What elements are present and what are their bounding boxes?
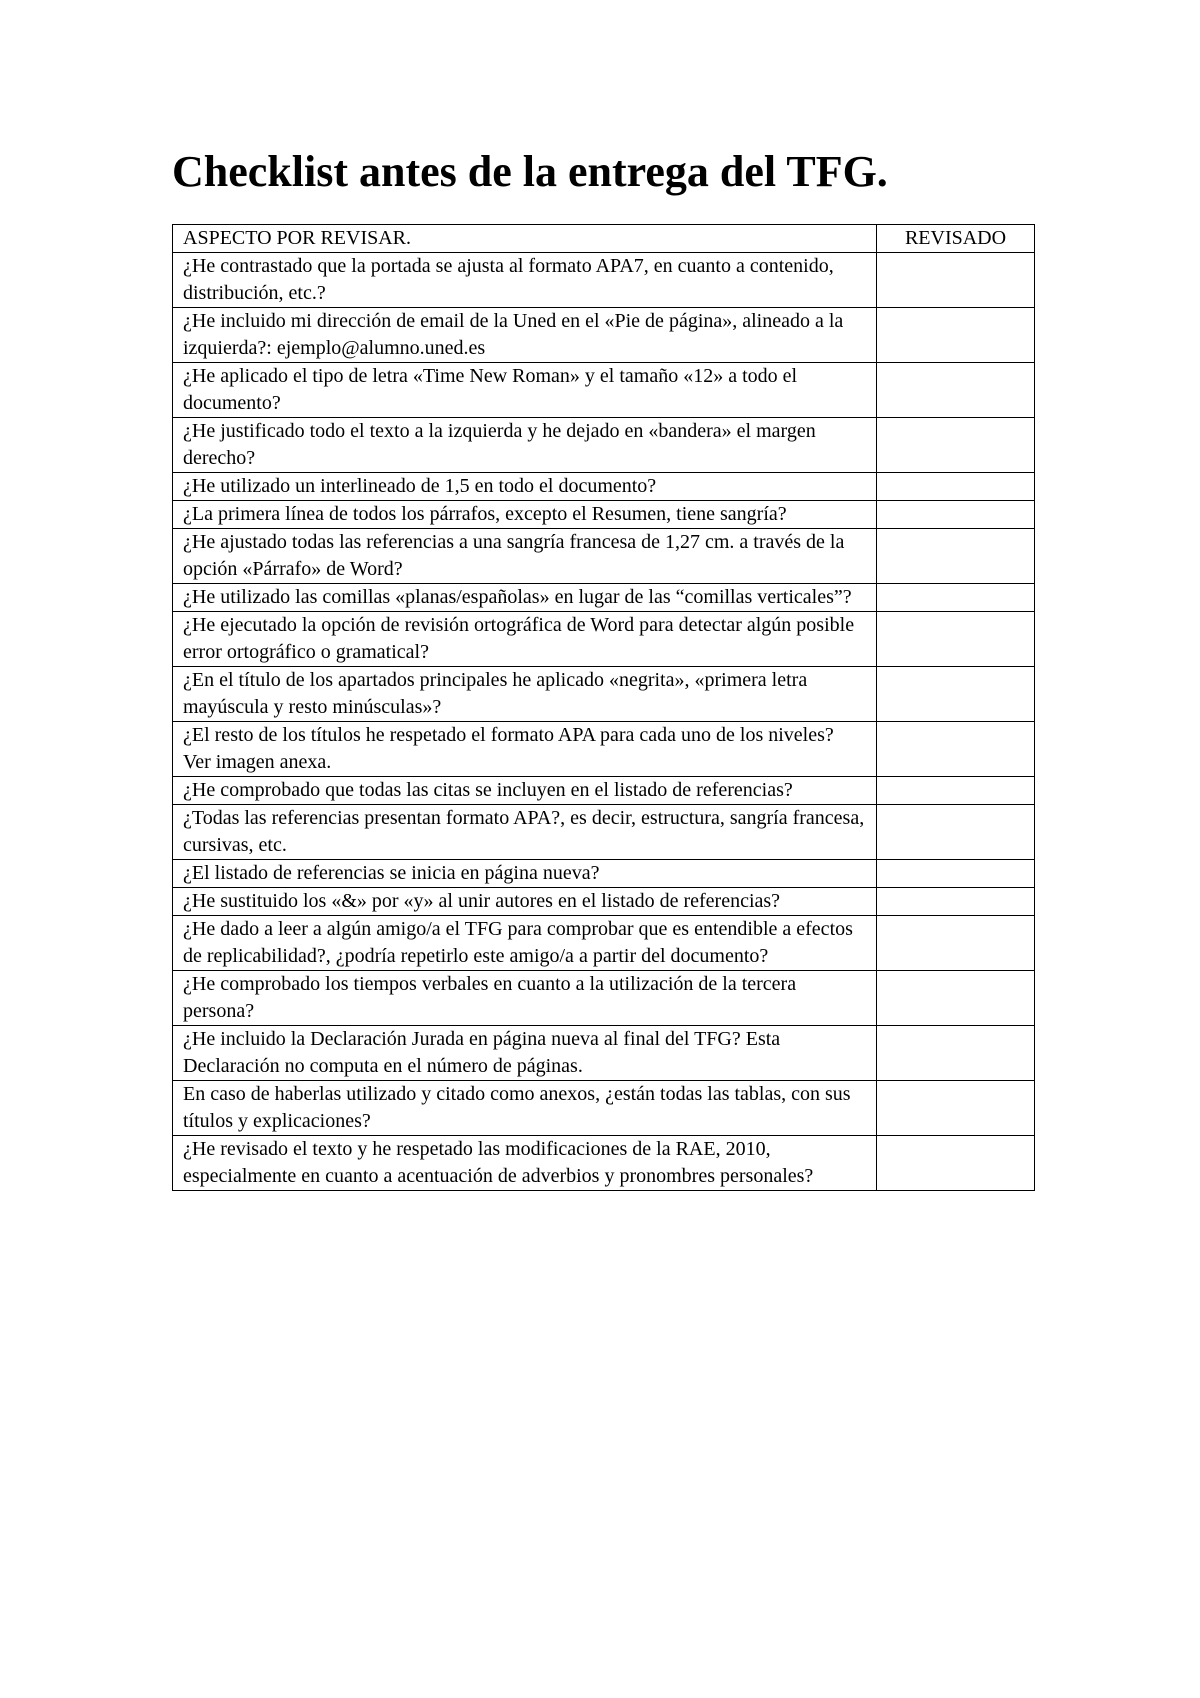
- table-row: [173, 418, 1035, 473]
- checked-cell: [877, 473, 1035, 501]
- checked-cell: [877, 1026, 1035, 1081]
- checklist-item-text: ¿He aplicado el tipo de letra «Time New Roman» y el tamaño «12» a todo el documento?: [173, 363, 877, 418]
- table-row: [173, 860, 1035, 888]
- checklist-item-text: ¿He ajustado todas las referencias a una sangría francesa de 1,27 cm. a través de la opción «Párrafo» de Word?: [173, 529, 877, 584]
- table-header-row: [173, 225, 1035, 253]
- header-checked: REVISADO: [877, 225, 1035, 253]
- table-row: [173, 363, 1035, 418]
- table-row: [173, 473, 1035, 501]
- table-row: [173, 916, 1035, 971]
- table-row: [173, 777, 1035, 805]
- table-row: [173, 722, 1035, 777]
- checklist-item-text: ¿He comprobado que todas las citas se incluyen en el listado de referencias?: [173, 777, 877, 805]
- checklist-item-text: En caso de haberlas utilizado y citado como anexos, ¿están todas las tablas, con sus títulos y explicaciones?: [173, 1081, 877, 1136]
- document-title: Checklist antes de la entrega del TFG.: [172, 147, 888, 196]
- checked-cell: [877, 308, 1035, 363]
- table-row: [173, 612, 1035, 667]
- checked-cell: [877, 584, 1035, 612]
- checklist-item-text: ¿La primera línea de todos los párrafos, excepto el Resumen, tiene sangría?: [173, 501, 877, 529]
- header-aspect: ASPECTO POR REVISAR.: [173, 225, 877, 253]
- checked-cell: [877, 1136, 1035, 1191]
- checked-cell: [877, 667, 1035, 722]
- checklist-item-text: ¿He ejecutado la opción de revisión ortográfica de Word para detectar algún posible error ortográfico o gramatical?: [173, 612, 877, 667]
- checked-cell: [877, 860, 1035, 888]
- table-row: [173, 308, 1035, 363]
- checklist-item-text: ¿He comprobado los tiempos verbales en cuanto a la utilización de la tercera persona?: [173, 971, 877, 1026]
- checklist-item-text: ¿El resto de los títulos he respetado el formato APA para cada uno de los niveles? Ver imagen anexa.: [173, 722, 877, 777]
- checklist-item-text: ¿He utilizado un interlineado de 1,5 en todo el documento?: [173, 473, 877, 501]
- checklist-item-text: ¿He revisado el texto y he respetado las modificaciones de la RAE, 2010, especialmente en cuanto a acentuación de adverbios y pronombres personales?: [173, 1136, 877, 1191]
- checklist-item-text: ¿He incluido mi dirección de email de la Uned en el «Pie de página», alineado a la izquierda?: ejemplo@alumno.uned.es: [173, 308, 877, 363]
- checked-cell: [877, 501, 1035, 529]
- checked-cell: [877, 1081, 1035, 1136]
- checklist-item-text: ¿He dado a leer a algún amigo/a el TFG para comprobar que es entendible a efectos de replicabilidad?, ¿podría repetirlo este amigo/a a partir del documento?: [173, 916, 877, 971]
- table-row: [173, 501, 1035, 529]
- checked-cell: [877, 612, 1035, 667]
- table-row: [173, 529, 1035, 584]
- table-row: [173, 1026, 1035, 1081]
- table-row: [173, 667, 1035, 722]
- checked-cell: [877, 916, 1035, 971]
- checked-cell: [877, 777, 1035, 805]
- table-row: [173, 971, 1035, 1026]
- checklist-item-text: ¿El listado de referencias se inicia en página nueva?: [173, 860, 877, 888]
- checked-cell: [877, 418, 1035, 473]
- table-row: [173, 888, 1035, 916]
- checklist-item-text: ¿En el título de los apartados principales he aplicado «negrita», «primera letra mayúscula y resto minúsculas»?: [173, 667, 877, 722]
- checklist-item-text: ¿He justificado todo el texto a la izquierda y he dejado en «bandera» el margen derecho?: [173, 418, 877, 473]
- checked-cell: [877, 253, 1035, 308]
- checklist-body: [173, 253, 1035, 1191]
- checked-cell: [877, 971, 1035, 1026]
- checked-cell: [877, 805, 1035, 860]
- checked-cell: [877, 363, 1035, 418]
- table-row: [173, 584, 1035, 612]
- table-row: [173, 253, 1035, 308]
- checklist-item-text: ¿He incluido la Declaración Jurada en página nueva al final del TFG? Esta Declaración no computa en el número de páginas.: [173, 1026, 877, 1081]
- checked-cell: [877, 722, 1035, 777]
- checked-cell: [877, 529, 1035, 584]
- table-row: [173, 1136, 1035, 1191]
- checklist-item-text: ¿He contrastado que la portada se ajusta al formato APA7, en cuanto a contenido, distribución, etc.?: [173, 253, 877, 308]
- checked-cell: [877, 888, 1035, 916]
- table-row: [173, 1081, 1035, 1136]
- checklist-table: [172, 224, 1035, 1191]
- table-row: [173, 805, 1035, 860]
- checklist-item-text: ¿Todas las referencias presentan formato APA?, es decir, estructura, sangría francesa, cursivas, etc.: [173, 805, 877, 860]
- checklist-item-text: ¿He sustituido los «&» por «y» al unir autores en el listado de referencias?: [173, 888, 877, 916]
- checklist-item-text: ¿He utilizado las comillas «planas/españolas» en lugar de las “comillas verticales”?: [173, 584, 877, 612]
